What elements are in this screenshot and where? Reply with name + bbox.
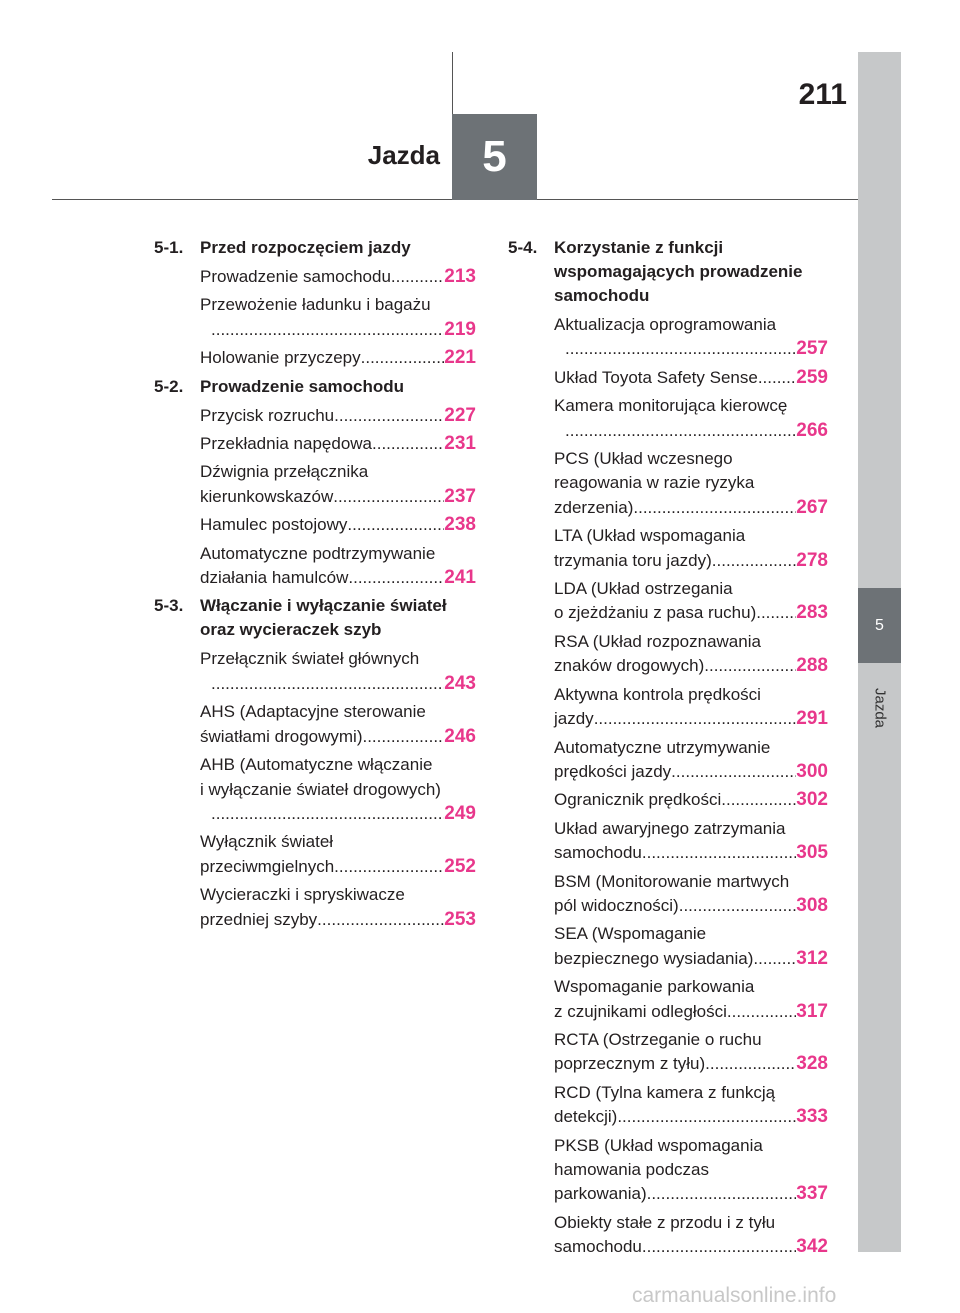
toc-entry-text: przeciwmgielnych — [200, 856, 335, 876]
toc-entry-line: LDA (Układ ostrzegania — [554, 579, 733, 599]
toc-entry-line: Wyłącznik świateł — [200, 832, 334, 852]
toc-entry-lastline — [554, 601, 828, 625]
dot-leader — [565, 337, 796, 361]
toc-entry-lastline — [200, 725, 476, 749]
toc-entry-text: samochodu — [554, 1237, 642, 1257]
toc-entry-line: Wspomaganie parkowania — [554, 977, 755, 997]
toc-entry-text: przedniej szyby — [200, 909, 318, 929]
toc-entry-line: Przełącznik świateł głównych — [200, 649, 420, 669]
toc-entry-lastline — [200, 432, 476, 456]
dot-leader — [671, 760, 796, 784]
toc-entry[interactable] — [554, 736, 828, 785]
page-link[interactable]: 231 — [444, 433, 476, 455]
dot-leader — [594, 707, 797, 731]
toc-entry[interactable] — [200, 432, 476, 456]
toc-entry-lastline — [200, 346, 476, 370]
toc-entry[interactable] — [554, 577, 828, 626]
dot-leader — [647, 1182, 797, 1206]
toc-entry-line: RCTA (Ostrzeganie o ruchu — [554, 1029, 762, 1049]
toc-entry[interactable] — [554, 683, 828, 732]
dot-leader — [727, 1000, 796, 1024]
page-link[interactable]: 243 — [444, 672, 476, 694]
toc-entry-line: Układ awaryjnego zatrzymania — [554, 818, 786, 838]
toc-entry[interactable] — [554, 1081, 828, 1130]
dot-leader — [642, 1235, 796, 1259]
toc-entry[interactable] — [554, 1211, 828, 1260]
toc-entry-lastline — [554, 760, 828, 784]
toc-entry-lastline — [554, 1182, 828, 1206]
page-link[interactable]: 328 — [796, 1053, 828, 1075]
toc-entry-lastline — [200, 855, 476, 879]
page-link[interactable]: 300 — [796, 760, 828, 782]
toc-entry-text: jazdy — [554, 709, 594, 729]
toc-entry-lastline — [200, 485, 476, 509]
toc-entry[interactable] — [200, 542, 476, 591]
toc-entry-line: AHB (Automatyczne włączanie — [200, 755, 433, 775]
toc-entry-line: PKSB (Układ wspomagania — [554, 1135, 763, 1155]
toc-entry[interactable] — [200, 513, 476, 537]
toc-entry-line: RSA (Układ rozpoznawania — [554, 631, 761, 651]
dot-leader — [317, 908, 444, 932]
toc-entry-lastline — [554, 496, 828, 520]
page-link[interactable]: 317 — [796, 1000, 828, 1022]
toc-section — [508, 236, 828, 1260]
toc-entry-lastline — [554, 947, 828, 971]
dot-leader — [347, 513, 444, 537]
page-link[interactable]: 278 — [796, 549, 828, 571]
page-link[interactable]: 312 — [796, 947, 828, 969]
toc-entry[interactable] — [554, 817, 828, 866]
toc-entry-line: hamowania podczas — [554, 1160, 709, 1179]
toc-entry[interactable] — [200, 647, 476, 696]
page-link[interactable]: 305 — [796, 842, 828, 864]
toc-entry-text: parkowania) — [554, 1184, 647, 1204]
toc-right-column — [508, 236, 828, 1264]
toc-entry-line: SEA (Wspomaganie — [554, 924, 707, 944]
page-link[interactable]: 213 — [444, 266, 476, 287]
footer-watermark: carmanualsonline.info — [632, 1284, 837, 1307]
toc-entry-line: Wycieraczki i spryskiwacze — [200, 885, 405, 905]
toc-entry[interactable] — [554, 975, 828, 1024]
page-link[interactable]: 266 — [796, 419, 828, 441]
toc-entry-lastline — [211, 318, 476, 342]
toc-entry-lastline — [554, 841, 828, 865]
toc-entry-line: Dźwignia przełącznika — [200, 462, 369, 482]
page-link[interactable]: 283 — [796, 602, 828, 624]
toc-entry-lastline — [200, 513, 476, 537]
toc-entry-lastline — [554, 1235, 828, 1259]
toc-entry-line: RCD (Tylna kamera z funkcją — [554, 1082, 776, 1102]
page-link[interactable]: 253 — [444, 908, 476, 930]
toc-entry-text: pól widoczności) — [554, 895, 679, 915]
page-link[interactable]: 237 — [444, 485, 476, 507]
section-number: 5-3. — [154, 596, 184, 616]
toc-entry-lastline — [565, 419, 828, 443]
dot-leader — [704, 654, 796, 678]
chapter-number: 5 — [482, 132, 507, 181]
toc-entry-lastline — [211, 672, 476, 696]
toc-entry[interactable] — [554, 922, 828, 971]
toc-section — [154, 375, 476, 591]
page-link[interactable]: 252 — [444, 855, 476, 877]
dot-leader — [753, 947, 796, 971]
toc-entry-text: samochodu — [554, 843, 642, 863]
toc-entry-lastline — [200, 908, 476, 932]
chapter-title: Jazda — [367, 140, 440, 170]
toc-entry-text: Ogranicznik prędkości — [554, 790, 722, 810]
toc-entry-line: Aktualizacja oprogramowania — [554, 315, 777, 334]
toc-entry-line: Przewożenie ładunku i bagażu — [200, 295, 431, 315]
toc-entry-line: Kamera monitorująca kierowcę — [554, 396, 788, 416]
dot-leader — [633, 496, 796, 520]
toc-entry[interactable] — [200, 404, 476, 428]
toc-entry-line: Automatyczne utrzymywanie — [554, 737, 771, 757]
toc-entry-text: światłami drogowymi) — [200, 726, 363, 746]
toc-section — [154, 236, 476, 371]
toc-entry-lastline — [565, 337, 828, 361]
toc-entry-text: kierunkowskazów — [200, 486, 334, 506]
dot-leader — [391, 265, 444, 289]
toc-entry[interactable] — [554, 630, 828, 679]
page-link[interactable]: 241 — [444, 567, 476, 589]
dot-leader — [758, 366, 796, 390]
side-chapter-number: 5 — [875, 616, 884, 634]
toc-entry-lastline — [554, 1000, 828, 1024]
toc-entry[interactable] — [554, 524, 828, 573]
toc-entry[interactable] — [554, 394, 828, 443]
toc-entry-line: PCS (Układ wczesnego — [554, 449, 733, 469]
toc-entry[interactable] — [200, 346, 476, 370]
page-link[interactable]: 249 — [444, 802, 476, 824]
dot-leader — [679, 894, 797, 918]
page-link[interactable]: 219 — [444, 318, 476, 340]
dot-leader — [705, 1052, 796, 1076]
toc-entry[interactable] — [200, 265, 476, 289]
toc-entry[interactable] — [200, 883, 476, 932]
dot-leader — [348, 566, 444, 590]
dot-leader — [756, 601, 796, 625]
toc-entry-text: Przycisk rozruchu — [200, 405, 335, 425]
dot-leader — [565, 419, 796, 443]
dot-leader — [334, 404, 444, 428]
dot-leader — [712, 549, 797, 573]
page-link[interactable]: 246 — [444, 725, 476, 747]
page-link[interactable]: 337 — [796, 1183, 828, 1205]
page-link[interactable]: 342 — [796, 1236, 828, 1258]
section-title: Włączanie i wyłączanie świateł oraz wycieraczek szyb — [200, 596, 447, 640]
section-title: Przed rozpoczęciem jazdy — [200, 238, 411, 257]
toc-entry-text: Układ Toyota Safety Sense — [554, 367, 758, 387]
toc-entry-line: LTA (Układ wspomagania — [554, 526, 746, 546]
toc-entry-text: Prowadzenie samochodu — [200, 267, 391, 286]
toc-entry-text: o zjeżdżaniu z pasa ruchu) — [554, 603, 757, 623]
dot-leader — [362, 725, 444, 749]
section-number: 5-4. — [508, 238, 538, 257]
side-chapter-label — [858, 668, 901, 748]
toc-entry-lastline — [554, 894, 828, 918]
dot-leader — [617, 1105, 796, 1129]
page-link[interactable]: 333 — [796, 1106, 828, 1128]
dot-leader — [211, 318, 444, 342]
dot-leader — [372, 432, 444, 456]
toc-entry-line: reagowania w razie ryzyka — [554, 473, 755, 493]
toc-entry[interactable] — [200, 293, 476, 342]
section-title: Prowadzenie samochodu — [200, 376, 405, 396]
toc-entry-line: AHS (Adaptacyjne sterowanie — [200, 702, 426, 722]
toc-entry-text: z czujnikami odległości — [554, 1001, 727, 1021]
page-link[interactable]: 259 — [796, 366, 828, 388]
page-link[interactable]: 238 — [444, 514, 476, 536]
toc-entry-line: BSM (Monitorowanie martwych — [554, 871, 790, 891]
toc-entry[interactable] — [554, 366, 828, 390]
page-link[interactable]: 302 — [796, 789, 828, 811]
toc-entry-lastline — [554, 654, 828, 678]
toc-entry[interactable] — [200, 830, 476, 879]
dot-leader — [211, 672, 444, 696]
toc-entry[interactable] — [200, 460, 476, 509]
page-link[interactable]: 227 — [444, 404, 476, 426]
toc-entry[interactable] — [554, 313, 828, 362]
toc-entry[interactable] — [554, 447, 828, 520]
section-title: Korzystanie z funkcji wspomagających prowadzenie samochodu — [554, 238, 803, 305]
toc-entry-lastline — [200, 566, 476, 590]
toc-entry-text: Hamulec postojowy — [200, 515, 348, 535]
toc-entry-line: Automatyczne podtrzymywanie — [200, 543, 436, 563]
toc-entry-text: prędkości jazdy — [554, 761, 672, 781]
toc-entry[interactable] — [554, 788, 828, 812]
section-number: 5-1. — [154, 238, 184, 257]
toc-entry-lastline — [554, 549, 828, 573]
toc-entry-lastline — [211, 802, 476, 826]
dot-leader — [361, 346, 445, 370]
page-link[interactable]: 308 — [796, 894, 828, 916]
toc-entry-text: poprzecznym z tyłu) — [554, 1054, 706, 1074]
page-link[interactable]: 267 — [796, 496, 828, 518]
page-link[interactable]: 221 — [444, 347, 476, 369]
toc-section — [154, 594, 476, 931]
toc-entry[interactable] — [554, 1028, 828, 1077]
toc-entry-line: Aktywna kontrola prędkości — [554, 684, 761, 704]
toc-entry-lastline — [200, 265, 476, 289]
toc-entry-lastline — [200, 404, 476, 428]
page-link[interactable]: 257 — [796, 338, 828, 360]
toc-entry-text: znaków drogowych) — [554, 656, 705, 676]
chapter-number-box — [452, 114, 537, 200]
toc-entry-text: działania hamulców — [200, 568, 349, 588]
toc-entry-text: Przekładnia napędowa — [200, 434, 373, 454]
dot-leader — [721, 788, 796, 812]
page-number: 211 — [798, 78, 847, 111]
dot-leader — [211, 802, 444, 826]
toc-entry-lastline — [554, 366, 828, 390]
toc-entry-text: detekcji) — [554, 1107, 618, 1127]
side-chapter-label-text: Jazda — [871, 687, 888, 729]
dot-leader — [642, 841, 796, 865]
toc-entry-text: trzymania toru jazdy) — [554, 550, 712, 570]
section-number: 5-2. — [154, 376, 184, 396]
toc-entry[interactable] — [554, 870, 828, 919]
toc-entry[interactable] — [200, 753, 476, 826]
toc-entry[interactable] — [200, 700, 476, 749]
toc-entry-lastline — [554, 1105, 828, 1129]
toc-entry-text: Holowanie przyczepy — [200, 348, 361, 368]
toc-entry-lastline — [554, 707, 828, 731]
toc-entry-line: i wyłączanie świateł drogowych) — [200, 779, 441, 799]
toc-left-column — [154, 236, 476, 936]
dot-leader — [334, 855, 444, 879]
page-link[interactable]: 288 — [796, 655, 828, 677]
toc-entry-line: Obiekty stałe z przodu i z tyłu — [554, 1212, 776, 1232]
toc-entry-text: bezpiecznego wysiadania) — [554, 948, 754, 968]
page-link[interactable]: 291 — [796, 708, 828, 730]
side-chapter-tab[interactable] — [858, 588, 901, 663]
dot-leader — [333, 485, 444, 509]
toc-entry-text: zderzenia) — [554, 497, 634, 517]
toc-entry[interactable] — [554, 1134, 828, 1207]
toc-entry-lastline — [554, 788, 828, 812]
toc-entry-lastline — [554, 1052, 828, 1076]
